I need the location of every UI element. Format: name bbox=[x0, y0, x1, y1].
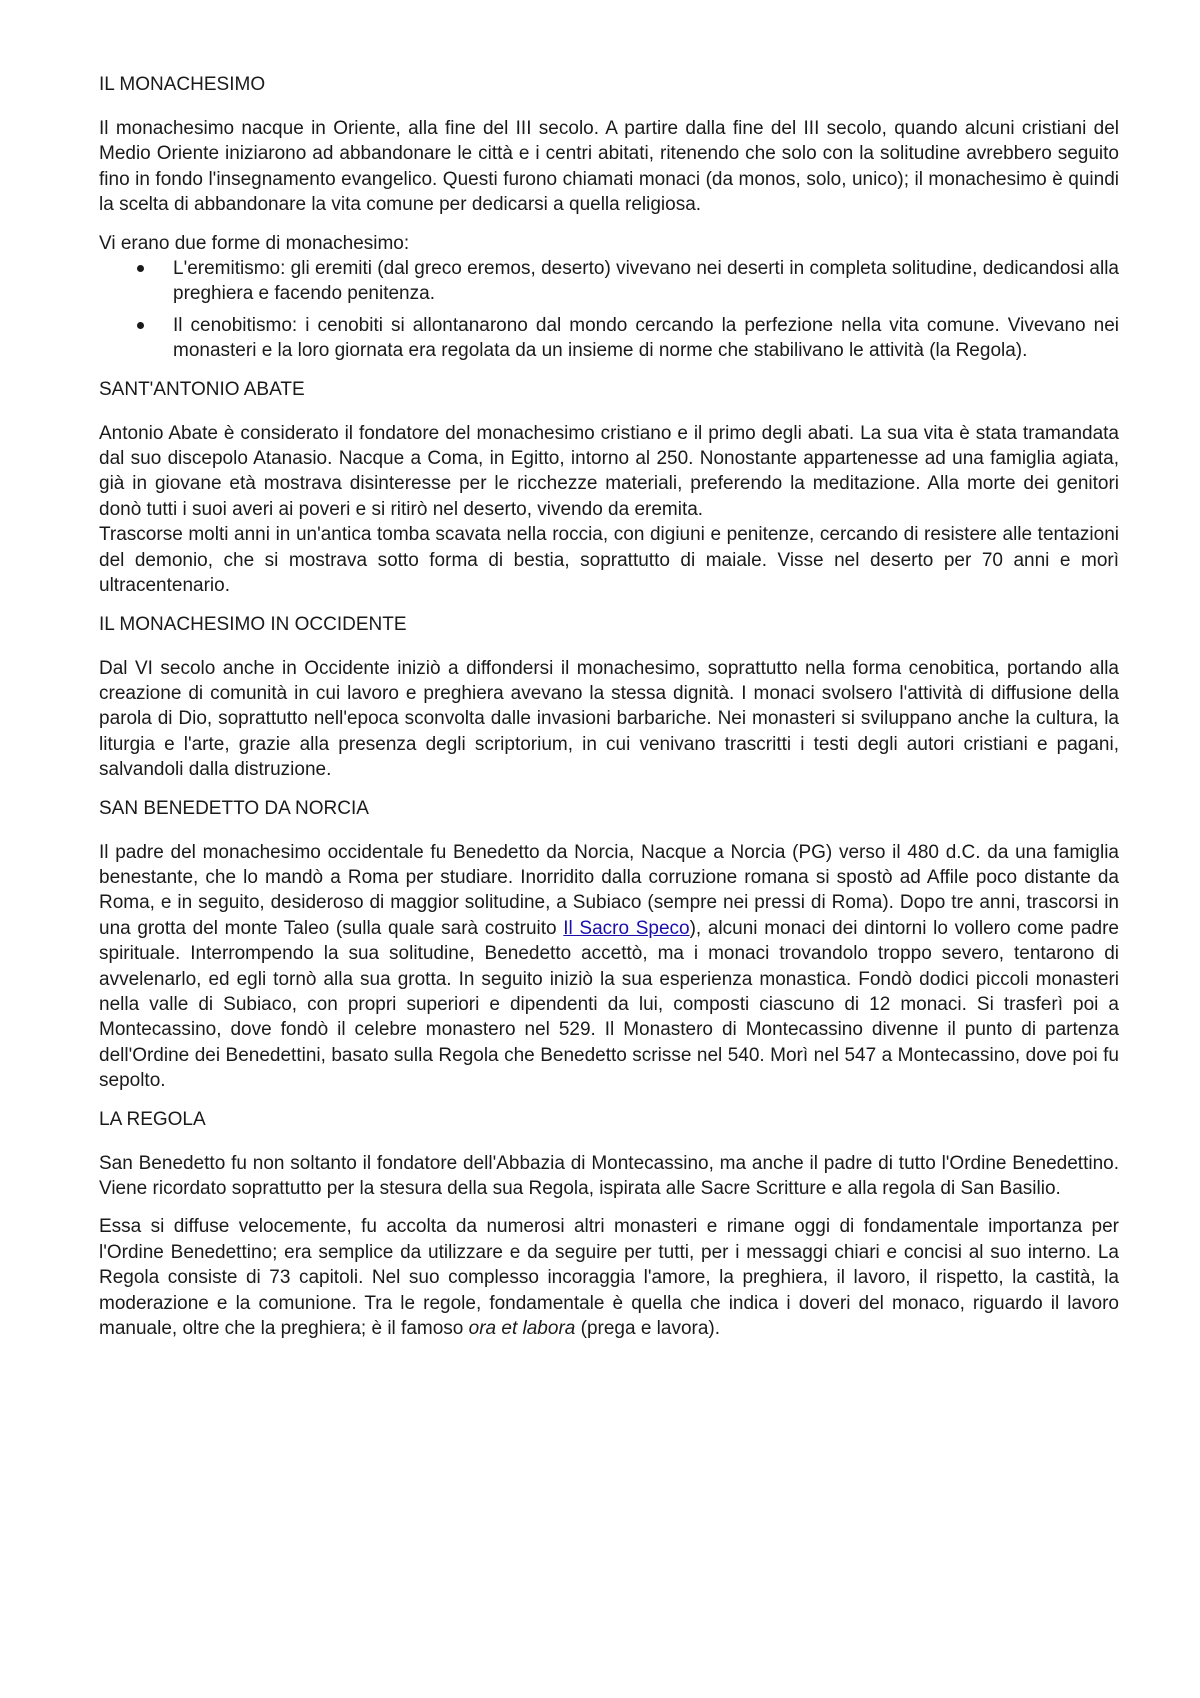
paragraph-regola-details bbox=[99, 1214, 1119, 1341]
paragraph-antonio-life: Antonio Abate è considerato il fondatore del monachesimo cristiano e il primo degli abati. La sua vita è stata tramandata dal suo discepolo Atanasio. Nacque a Coma, in Egitto, intorno al 250. Nonostante appartenesse ad una famiglia agiata, già in giovane età mostrava disinteresse per le ricchezze materiali, preferendo la meditazione. Alla morte dei genitori donò tutti i suoi averi ai poveri e si ritirò nel deserto, vivendo da eremita. bbox=[99, 422, 1119, 520]
list-item-eremitismo bbox=[99, 256, 1119, 307]
paragraph-occidente: Dal VI secolo anche in Occidente iniziò a diffondersi il monachesimo, soprattutto nella forma cenobitica, portando alla creazione di comunità in cui lavoro e preghiera avevano la stessa dignità. I monaci svolsero l'attività di diffusione della parola di Dio, soprattutto nell'epoca sconvolta dalle invasioni barbariche. Nei monasteri si sviluppano anche la cultura, la liturgia e l'arte, grazie alla presenza degli scriptorium, in cui venivano trascritti i testi degli autori cristiani e pagani, salvandoli dalla distruzione. bbox=[99, 657, 1119, 781]
list-intro: Vi erano due forme di monachesimo: bbox=[99, 232, 410, 254]
paragraph-benedetto bbox=[99, 840, 1119, 1094]
section-title-regola: LA REGOLA bbox=[99, 1108, 206, 1130]
benedetto-text-after-link: ), alcuni monaci dei dintorni lo vollero come padre spirituale. Interrompendo la sua solitudine, Benedetto accettò, ma i monaci trovandolo troppo severo, tentarono di avvelenarlo, ed egli tornò alla sua grotta. In seguito iniziò la sua esperienza monastica. Fondò dodici piccoli monasteri nella valle di Subiaco, con propri superiori e dipendenti da lui, composti ciascuno di 12 monaci. Si trasferì poi a Montecassino, dove fondò il celebre monastero nel 529. Il Monastero di Montecassino divenne il punto di partenza dell'Ordine dei Benedettini, basato sulla Regola che Benedetto scrisse nel 540. Morì nel 547 a Montecassino, dove poi fu sepolto. bbox=[99, 917, 1119, 1092]
section-title-occidente: IL MONACHESIMO IN OCCIDENTE bbox=[99, 613, 407, 635]
section-title-monachesimo: IL MONACHESIMO bbox=[99, 74, 266, 95]
paragraph-antonio-desert: Trascorse molti anni in un'antica tomba scavata nella roccia, con digiuni e penitenze, cercando di resistere alle tentazioni del demonio, che si mostrava sotto forma di bestia, soprattutto di maiale. Visse nel deserto per 70 anni e morì ultracentenario. bbox=[99, 524, 1119, 597]
paragraph-regola-intro: San Benedetto fu non soltanto il fondatore dell'Abbazia di Montecassino, ma anche il padre di tutto l'Ordine Benedettino. Viene ricordato soprattutto per la stesura della sua Regola, ispirata alle Sacre Scritture e alla regola di San Basilio. bbox=[99, 1152, 1119, 1199]
section-title-benedetto: SAN BENEDETTO DA NORCIA bbox=[99, 797, 369, 819]
benedetto-text-before-link: Il padre del monachesimo occidentale fu Benedetto da Norcia, Nacque a Norcia (PG) verso il 480 d.C. da una famiglia benestante, che lo mandò a Roma per studiare. Inorridito dalla corruzione romana si spostò ad Affile poco distante da Roma, e in seguito, desideroso di maggior solitudine, a Subiaco (sempre nei pressi di Roma). Dopo tre anni, trascorsi in una grotta del monte Taleo (sulla quale sarà costruito bbox=[99, 841, 1119, 939]
list-item-cenobitismo bbox=[99, 313, 1119, 364]
list-item-text: Il cenobitismo: i cenobiti si allontanarono dal mondo cercando la perfezione nella vita comune. Vivevano nei monasteri e la loro giornata era regolata da un insieme di norme che stabilivano le attività (la Regola). bbox=[173, 314, 1119, 362]
bullet-icon bbox=[137, 265, 144, 272]
ora-et-labora-emphasis: ora et labora bbox=[468, 1318, 576, 1340]
paragraph-monachesimo-origin: Il monachesimo nacque in Oriente, alla fine del III secolo. A partire dalla fine del III secolo, quando alcuni cristiani del Medio Oriente iniziarono ad abbandonare le città e i centri abitati, ritenendo che solo con la solitudine avrebbero seguito fino in fondo l'insegnamento evangelico. Questi furono chiamati monaci (da monos, solo, unico); il monachesimo è quindi la scelta di abbandonare la vita comune per dedicarsi a quella religiosa. bbox=[99, 118, 1119, 216]
regola-text-after-em: (prega e lavora). bbox=[575, 1318, 721, 1340]
list-item-text: L'eremitismo: gli eremiti (dal greco eremos, deserto) vivevano nei deserti in completa solitudine, dedicandosi alla preghiera e facendo penitenza. bbox=[173, 258, 1119, 305]
regola-text-before-em: Essa si diffuse velocemente, fu accolta da numerosi altri monasteri e rimane oggi di fondamentale importanza per l'Ordine Benedettino; era semplice da utilizzare e da seguire per tutti, per i messaggi chiari e concisi al suo interno. La Regola consiste di 73 capitoli. Nel suo complesso incoraggia l'amore, la preghiera, il lavoro, il rispetto, la castità, la moderazione e la comunione. Tra le regole, fondamentale è quella che indica i doveri del monaco, riguardo il lavoro manuale, oltre che la preghiera; è il famoso bbox=[99, 1216, 1119, 1340]
forms-list bbox=[99, 256, 1119, 364]
bullet-icon bbox=[137, 322, 144, 329]
section-title-antonio-abate: SANT'ANTONIO ABATE bbox=[99, 378, 305, 400]
document-page bbox=[99, 72, 1119, 1354]
sacro-speco-link[interactable]: Il Sacro Speco bbox=[563, 917, 690, 939]
